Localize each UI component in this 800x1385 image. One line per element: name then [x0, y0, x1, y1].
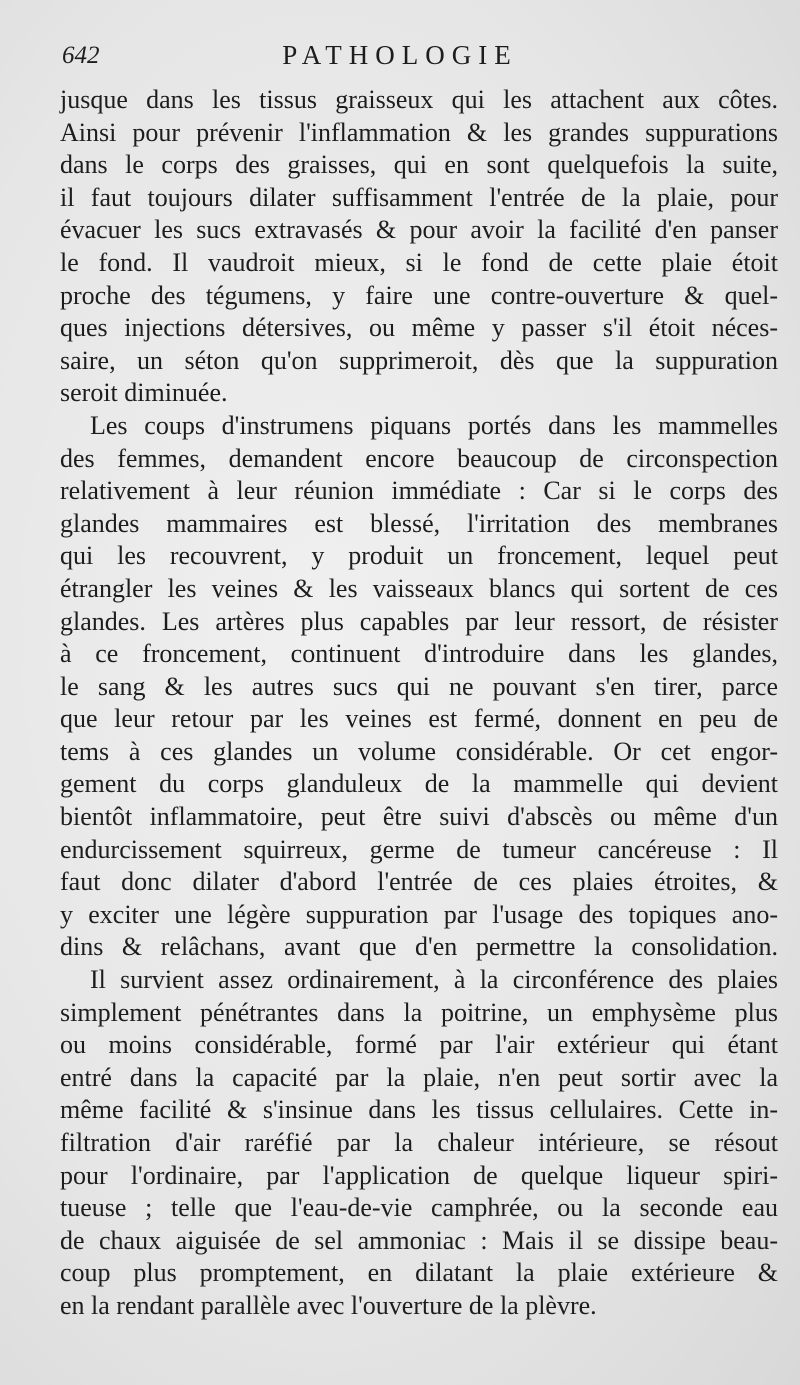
text-line: le fond. Il vaudroit mieux, si le fond de cette plaie étoit	[60, 247, 778, 277]
text-line: tems à ces glandes un volume considérable. Or cet engor-	[60, 736, 778, 766]
paragraph-1	[60, 84, 778, 410]
paragraph-3	[60, 964, 778, 1323]
text-line: ou moins considérable, formé par l'air extérieur qui étant	[60, 1030, 778, 1060]
text-line: Ainsi pour prévenir l'inflammation & les grandes suppurations	[60, 117, 778, 147]
text-line: à ce froncement, continuent d'introduire dans les glandes,	[60, 639, 778, 669]
text-line: en la rendant parallèle avec l'ouverture de la plèvre.	[60, 1290, 597, 1320]
running-title: PATHOLOGIE	[282, 40, 518, 70]
text-line: le sang & les autres sucs qui ne pouvant s'en tirer, parce	[60, 671, 778, 701]
text-line: tueuse ; telle que l'eau-de-vie camphrée, ou la seconde eau	[60, 1193, 778, 1223]
text-line: simplement pénétrantes dans la poitrine, un emphysème plus	[60, 997, 778, 1027]
text-line: pour l'ordinaire, par l'application de quelque liqueur spiri-	[60, 1160, 778, 1190]
text-line: que leur retour par les veines est fermé, donnent en peu de	[60, 704, 778, 734]
text-line: y exciter une légère suppuration par l'usage des topiques ano-	[60, 899, 778, 929]
text-line: dins & relâchans, avant que d'en permettre la consolidation.	[60, 932, 778, 962]
text-line: entré dans la capacité par la plaie, n'en peut sortir avec la	[60, 1062, 778, 1092]
text-line: bientôt inflammatoire, peut être suivi d'abscès ou même d'un	[60, 802, 778, 832]
text-line: glandes mammaires est blessé, l'irritation des membranes	[60, 508, 778, 538]
body-text	[60, 84, 778, 1323]
text-line: saire, un séton qu'on supprimeroit, dès que la suppuration	[60, 345, 778, 375]
text-line: proche des tégumens, y faire une contre-ouverture & quel-	[60, 280, 778, 310]
text-line: relativement à leur réunion immédiate : Car si le corps des	[60, 476, 778, 506]
text-line: des femmes, demandent encore beaucoup de circonspection	[60, 443, 778, 473]
text-line: filtration d'air raréfié par la chaleur intérieure, se résout	[60, 1128, 778, 1157]
text-line: ques injections détersives, ou même y passer s'il étoit néces-	[60, 313, 778, 343]
text-line: de chaux aiguisée de sel ammoniac : Mais il se dissipe beau-	[60, 1225, 778, 1255]
text-line: jusque dans les tissus graisseux qui les attachent aux côtes.	[60, 85, 778, 114]
text-line: évacuer les sucs extravasés & pour avoir la facilité d'en panser	[60, 215, 778, 245]
text-line: coup plus promptement, en dilatant la plaie extérieure &	[60, 1258, 778, 1288]
text-line: gement du corps glanduleux de la mammelle qui devient	[60, 769, 778, 799]
text-line: seroit diminuée.	[60, 378, 228, 408]
text-line: qui les recouvrent, y produit un froncement, lequel peut	[60, 541, 778, 571]
text-line: endurcissement squirreux, germe de tumeur cancéreuse : Il	[60, 834, 778, 864]
text-line: Il survient assez ordinairement, à la circonférence des plaies	[90, 965, 778, 995]
text-line: même facilité & s'insinue dans les tissus cellulaires. Cette in-	[60, 1095, 778, 1125]
page-number: 642	[62, 42, 100, 69]
paragraph-2	[60, 410, 778, 964]
text-line: Les coups d'instrumens piquans portés dans les mammelles	[90, 410, 778, 440]
text-line: il faut toujours dilater suffisamment l'entrée de la plaie, pour	[60, 182, 778, 212]
text-line: glandes. Les artères plus capables par leur ressort, de résister	[60, 606, 778, 636]
text-line: étrangler les veines & les vaisseaux blancs qui sortent de ces	[60, 573, 778, 603]
text-line: faut donc dilater d'abord l'entrée de ces plaies étroites, &	[60, 867, 778, 897]
text-line: dans le corps des graisses, qui en sont quelquefois la suite,	[60, 150, 778, 180]
